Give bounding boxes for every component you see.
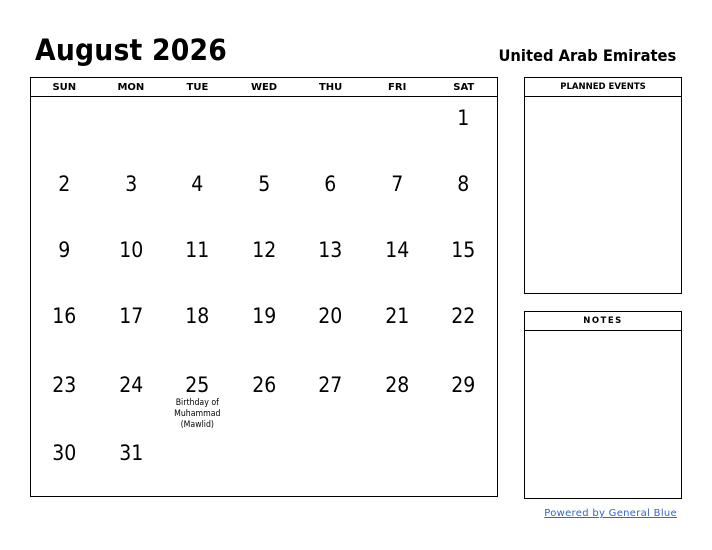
day-number: 31	[118, 441, 143, 465]
week-row	[31, 97, 497, 163]
weekday-tue: TUE	[186, 82, 209, 93]
holiday-label-line: Muhammad	[174, 409, 221, 419]
day-cell	[430, 295, 497, 364]
day-number: 8	[457, 172, 470, 196]
day-number: 20	[318, 304, 343, 328]
day-number: 17	[118, 304, 143, 328]
day-cell	[297, 295, 364, 364]
day-cell	[297, 229, 364, 295]
day-cell	[231, 97, 298, 163]
week-row	[31, 295, 497, 364]
day-cell	[297, 432, 364, 496]
day-cell	[31, 364, 98, 432]
calendar-grid	[30, 77, 498, 497]
page-title: August 2026	[35, 33, 227, 67]
day-number: 14	[385, 238, 410, 262]
day-cell	[231, 229, 298, 295]
weekday-mon: MON	[117, 82, 145, 93]
day-cell	[98, 295, 165, 364]
day-cell	[31, 97, 98, 163]
day-cell	[164, 295, 231, 364]
day-number: 25	[185, 373, 210, 397]
week-row	[31, 163, 497, 229]
day-number: 6	[324, 172, 337, 196]
day-cell	[231, 364, 298, 432]
week-row	[31, 364, 497, 432]
day-cell	[98, 229, 165, 295]
day-cell	[297, 97, 364, 163]
day-cell	[164, 163, 231, 229]
day-cell	[231, 432, 298, 496]
weekday-sun: SUN	[52, 82, 77, 93]
country-name: United Arab Emirates	[498, 46, 676, 65]
day-cell	[31, 229, 98, 295]
day-cell	[364, 163, 431, 229]
day-number: 7	[391, 172, 404, 196]
day-number: 5	[257, 172, 271, 196]
week-row	[31, 432, 497, 496]
day-cell	[164, 432, 231, 496]
day-number: 30	[52, 441, 77, 465]
day-cell	[297, 364, 364, 432]
day-cell	[231, 295, 298, 364]
day-cell	[98, 97, 165, 163]
holiday-label	[167, 398, 228, 431]
planned-events-heading: PLANNED EVENTS	[525, 78, 681, 97]
day-number: 4	[191, 172, 204, 196]
day-number: 3	[124, 172, 137, 196]
day-number: 29	[451, 373, 476, 397]
day-cell	[297, 163, 364, 229]
weekday-thu: THU	[318, 82, 343, 93]
day-cell	[98, 163, 165, 229]
day-number: 28	[385, 373, 410, 397]
day-number: 10	[118, 238, 143, 262]
day-cell	[31, 163, 98, 229]
day-cell	[430, 97, 497, 163]
day-number: 24	[118, 373, 143, 397]
powered-by-link[interactable]: Powered by General Blue	[544, 508, 677, 519]
day-cell	[31, 295, 98, 364]
day-cell	[164, 229, 231, 295]
day-number: 12	[251, 238, 277, 262]
day-number: 19	[251, 304, 277, 328]
day-number: 21	[385, 304, 410, 328]
day-number: 26	[251, 373, 277, 397]
day-cell	[430, 163, 497, 229]
day-number: 1	[457, 106, 470, 130]
day-cell	[430, 364, 497, 432]
day-cell	[364, 229, 431, 295]
day-cell	[31, 432, 98, 496]
day-number: 27	[318, 373, 343, 397]
day-number: 15	[451, 238, 476, 262]
planned-events-panel	[524, 77, 682, 294]
holiday-label-line: (Mawlid)	[180, 420, 215, 430]
day-cell	[430, 229, 497, 295]
day-cell	[164, 364, 231, 432]
day-number: 23	[52, 373, 77, 397]
day-cell	[430, 432, 497, 496]
weekday-sat: SAT	[453, 82, 475, 93]
day-number: 22	[451, 304, 476, 328]
day-number: 9	[58, 238, 71, 262]
day-cell	[98, 432, 165, 496]
day-cell	[231, 163, 298, 229]
day-cell	[364, 295, 431, 364]
week-row	[31, 229, 497, 295]
day-cell	[364, 432, 431, 496]
day-number: 11	[185, 238, 210, 262]
day-cell	[98, 364, 165, 432]
day-number: 13	[318, 238, 343, 262]
weekday-header-row	[31, 78, 497, 97]
day-number: 18	[185, 304, 210, 328]
weekday-wed: WED	[250, 82, 278, 93]
holiday-label-line: Birthday of	[175, 398, 220, 408]
weekday-fri: FRI	[388, 82, 407, 93]
day-cell	[164, 97, 231, 163]
notes-panel	[524, 311, 682, 499]
day-cell	[364, 364, 431, 432]
notes-heading: NOTES	[525, 312, 681, 331]
day-number: 16	[52, 304, 77, 328]
day-number: 2	[58, 172, 71, 196]
calendar-weeks	[31, 97, 497, 496]
day-cell	[364, 97, 431, 163]
